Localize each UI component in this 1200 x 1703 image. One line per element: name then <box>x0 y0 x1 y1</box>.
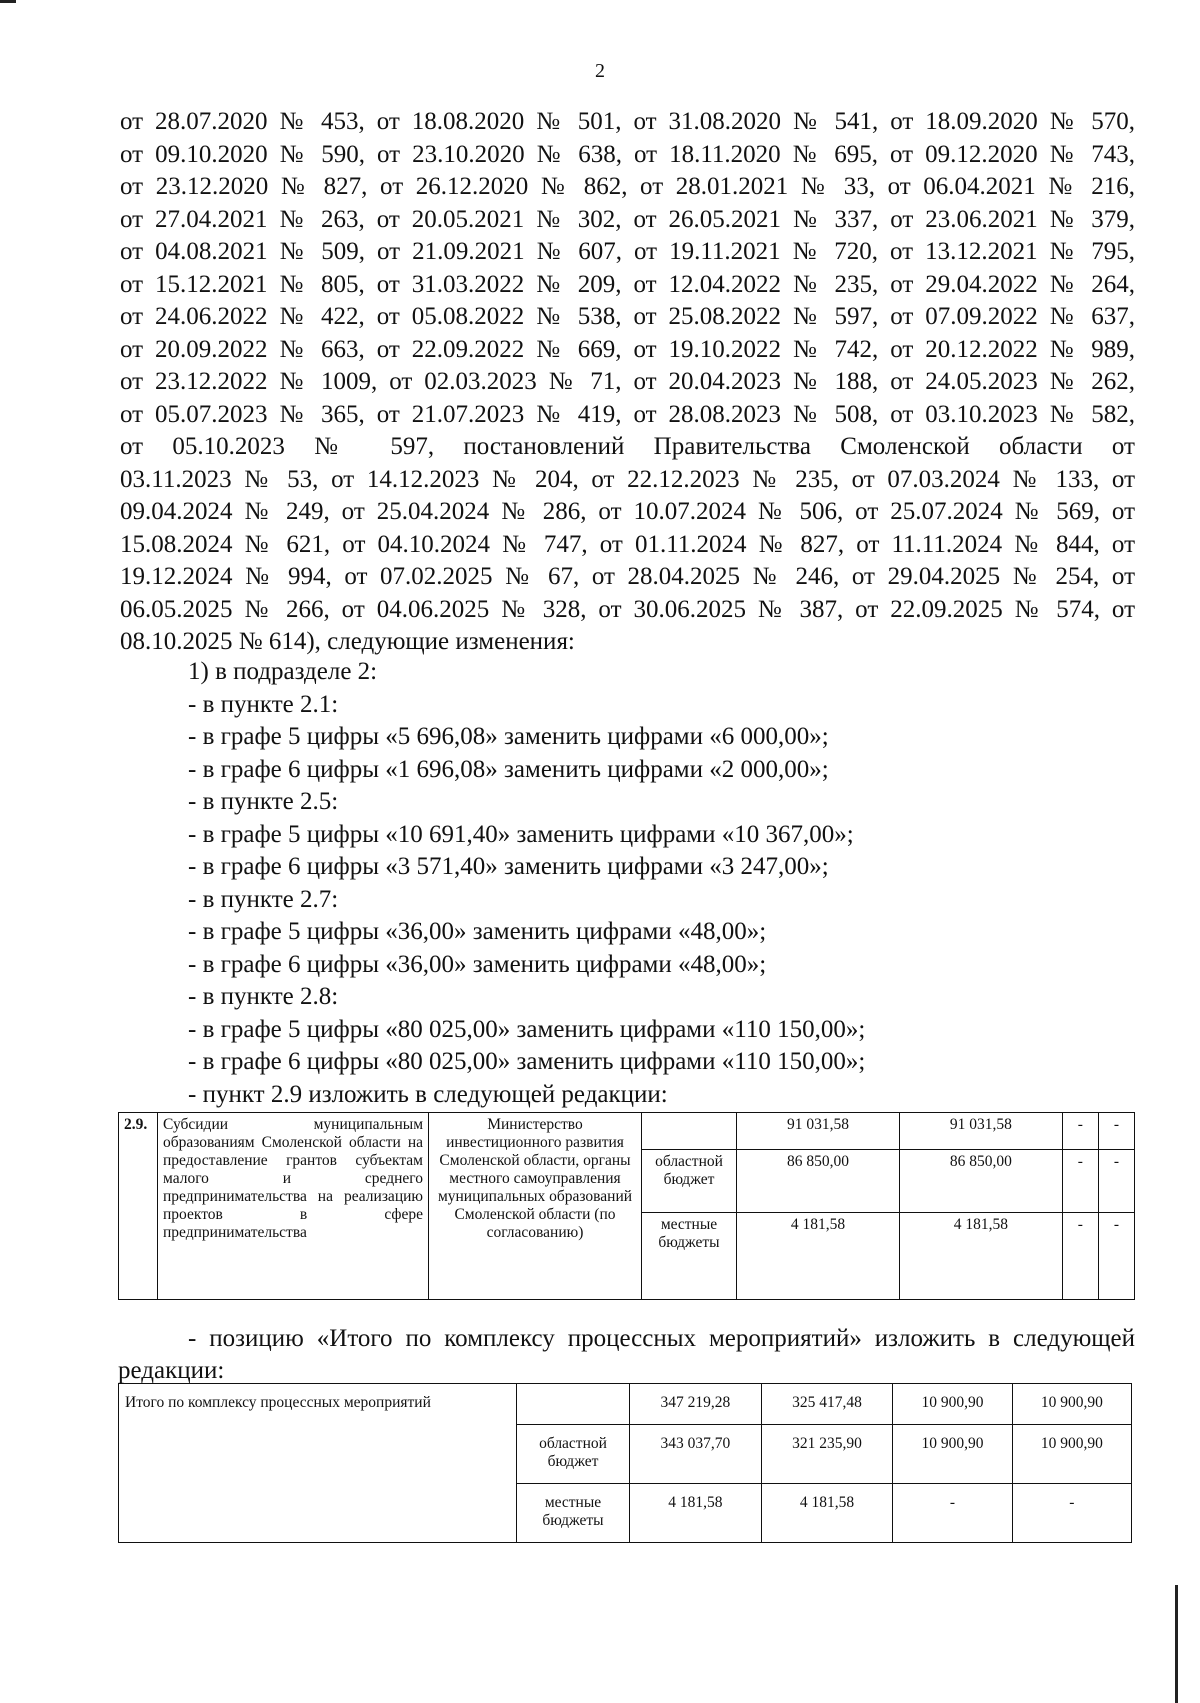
value-cell: 325 417,48 <box>761 1384 893 1425</box>
value-cell: 4 181,58 <box>630 1484 762 1543</box>
value-cell: 10 900,90 <box>1012 1425 1131 1484</box>
value-cell: - <box>1098 1213 1134 1300</box>
list-item: - в графе 6 цифры «1 696,08» заменить цифрами «2 000,00»; <box>188 755 829 783</box>
intro-line: от 04.08.2021 № 509, от 21.09.2021 № 607, от 19.11.2021 № 720, от 13.12.2021 № 795, <box>120 238 1135 265</box>
page-number: 2 <box>595 60 605 82</box>
intro-line: от 23.12.2020 № 827, от 26.12.2020 № 862, от 28.01.2021 № 33, от 06.04.2021 № 216, <box>120 173 1135 200</box>
list-item: 1) в подразделе 2: <box>188 658 378 685</box>
value-cell: 10 900,90 <box>1012 1384 1131 1425</box>
text-line: - позицию «Итого по комплексу процессных мероприятий» изложить в следующей <box>188 1325 1135 1352</box>
list-item: - пункт 2.9 изложить в следующей редакции: <box>188 1080 668 1108</box>
list-item: - в графе 6 цифры «80 025,00» заменить цифрами «110 150,00»; <box>188 1048 866 1075</box>
intro-line: от 20.09.2022 № 663, от 22.09.2022 № 669, от 19.10.2022 № 742, от 20.12.2022 № 989, <box>120 335 1135 363</box>
scan-edge-mark <box>1175 1585 1200 1703</box>
value-cell: - <box>893 1484 1012 1543</box>
value-cell: - <box>1012 1484 1131 1543</box>
item-number: 2.9. <box>119 1113 158 1300</box>
total-position-text <box>118 1323 1135 1387</box>
source-cell: местные бюджеты <box>642 1213 737 1300</box>
total-name: Итого по комплексу процессных мероприятий <box>119 1384 517 1543</box>
intro-line: 15.08.2024 № 621, от 04.10.2024 № 747, от 01.11.2024 № 827, от 11.11.2024 № 844, от <box>120 530 1135 558</box>
list-item: - в графе 5 цифры «36,00» заменить цифрами «48,00»; <box>188 918 767 945</box>
value-cell: 343 037,70 <box>630 1425 762 1484</box>
table-row <box>119 1384 1132 1425</box>
value-cell: 347 219,28 <box>630 1384 762 1425</box>
intro-line: от 05.10.2023 № 597, постановлений Правительства Смоленской области от <box>120 433 1135 460</box>
intro-line: 06.05.2025 № 266, от 04.06.2025 № 328, от 30.06.2025 № 387, от 22.09.2025 № 574, от <box>120 595 1135 623</box>
intro-line: от 28.07.2020 № 453, от 18.08.2020 № 501, от 31.08.2020 № 541, от 18.09.2020 № 570, <box>120 108 1135 135</box>
value-cell: 4 181,58 <box>737 1213 900 1300</box>
list-item: - в пункте 2.8: <box>188 983 339 1010</box>
source-cell: местные бюджеты <box>517 1484 630 1543</box>
intro-line: от 05.07.2023 № 365, от 21.07.2023 № 419, от 28.08.2023 № 508, от 03.10.2023 № 582, <box>120 400 1135 428</box>
intro-line: от 23.12.2022 № 1009, от 02.03.2023 № 71, от 20.04.2023 № 188, от 24.05.2023 № 262, <box>120 368 1135 395</box>
value-cell: 321 235,90 <box>761 1425 893 1484</box>
list-item: - в пункте 2.5: <box>188 788 339 815</box>
value-cell: 91 031,58 <box>899 1113 1062 1150</box>
intro-line: 03.11.2023 № 53, от 14.12.2023 № 204, от 22.12.2023 № 235, от 07.03.2024 № 133, от <box>120 465 1135 493</box>
intro-line: 08.10.2025 № 614), следующие изменения: <box>120 628 575 655</box>
value-cell: 10 900,90 <box>893 1425 1012 1484</box>
source-cell <box>517 1384 630 1425</box>
value-cell: 10 900,90 <box>893 1384 1012 1425</box>
intro-line: 19.12.2024 № 994, от 07.02.2025 № 67, от 28.04.2025 № 246, от 29.04.2025 № 254, от <box>120 563 1135 590</box>
source-cell: областной бюджет <box>642 1150 737 1213</box>
value-cell: - <box>1062 1213 1098 1300</box>
intro-line: от 09.10.2020 № 590, от 23.10.2020 № 638, от 18.11.2020 № 695, от 09.12.2020 № 743, <box>120 140 1135 168</box>
value-cell: - <box>1098 1113 1134 1150</box>
value-cell: 86 850,00 <box>899 1150 1062 1213</box>
value-cell: 91 031,58 <box>737 1113 900 1150</box>
intro-line: от 27.04.2021 № 263, от 20.05.2021 № 302, от 26.05.2021 № 337, от 23.06.2021 № 379, <box>120 205 1135 233</box>
list-item: - в графе 6 цифры «3 571,40» заменить цифрами «3 247,00»; <box>188 853 829 880</box>
list-item: - в пункте 2.7: <box>188 885 339 913</box>
intro-line: от 24.06.2022 № 422, от 05.08.2022 № 538, от 25.08.2022 № 597, от 07.09.2022 № 637, <box>120 303 1135 330</box>
list-item: - в графе 5 цифры «80 025,00» заменить цифрами «110 150,00»; <box>188 1015 866 1043</box>
item-2-9-table <box>118 1112 1135 1300</box>
intro-line: 09.04.2024 № 249, от 25.04.2024 № 286, от 10.07.2024 № 506, от 25.07.2024 № 569, от <box>120 498 1135 525</box>
value-cell: 4 181,58 <box>899 1213 1062 1300</box>
value-cell: - <box>1062 1150 1098 1213</box>
change-list <box>188 656 865 1111</box>
list-item: - в графе 5 цифры «10 691,40» заменить цифрами «10 367,00»; <box>188 820 854 848</box>
text-line: редакции: <box>118 1357 225 1384</box>
list-item: - в графе 6 цифры «36,00» заменить цифрами «48,00»; <box>188 950 767 978</box>
source-cell: областной бюджет <box>517 1425 630 1484</box>
value-cell: 86 850,00 <box>737 1150 900 1213</box>
item-organization: Министерство инвестиционного развития Смоленской области, органы местного самоуправления муниципальных образований Смоленской области (по согласованию) <box>429 1113 642 1300</box>
list-item: - в пункте 2.1: <box>188 690 339 718</box>
source-cell <box>642 1113 737 1150</box>
total-table <box>118 1383 1132 1543</box>
value-cell: - <box>1062 1113 1098 1150</box>
value-cell: 4 181,58 <box>761 1484 893 1543</box>
item-name: Субсидии муниципальным образованиям Смоленской области на предоставление грантов субъектам малого и среднего предпринимательства на реализацию проектов в сфере предпринимательства <box>158 1113 429 1300</box>
list-item: - в графе 5 цифры «5 696,08» заменить цифрами «6 000,00»; <box>188 723 829 750</box>
value-cell: - <box>1098 1150 1134 1213</box>
table-row <box>119 1113 1135 1150</box>
intro-line: от 15.12.2021 № 805, от 31.03.2022 № 209, от 12.04.2022 № 235, от 29.04.2022 № 264, <box>120 270 1135 298</box>
intro-paragraph <box>120 106 1135 659</box>
scan-corner-mark <box>0 0 16 3</box>
